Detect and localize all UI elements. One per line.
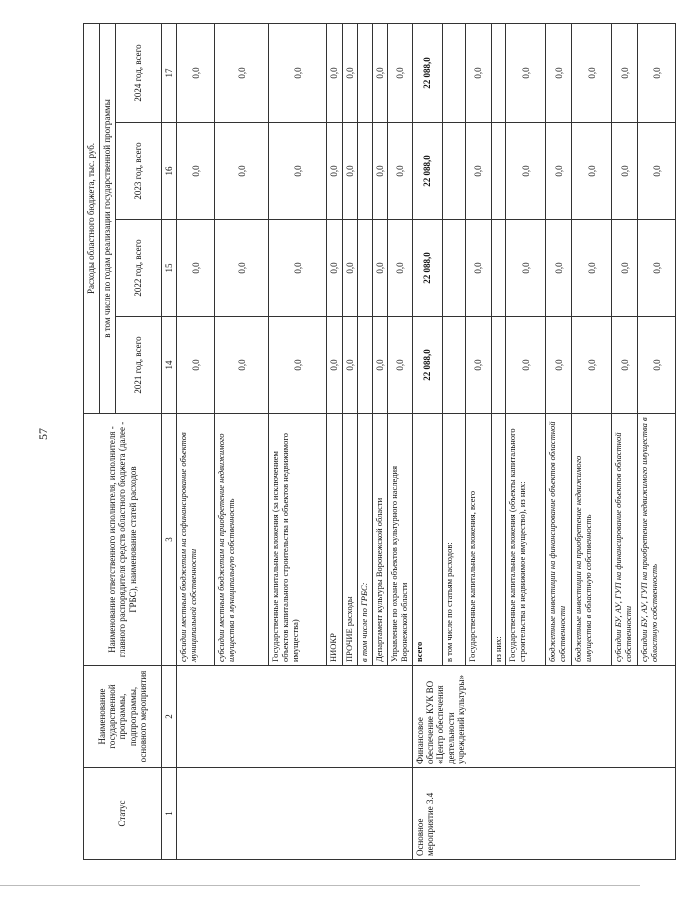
value-cell: 0,0: [612, 220, 638, 317]
value-cell: 0,0: [465, 220, 491, 317]
col-number: 17: [162, 23, 177, 122]
value-cell: 0,0: [327, 23, 342, 122]
value-cell: 0,0: [572, 220, 612, 317]
value-cell: 0,0: [506, 317, 546, 414]
value-cell: 0,0: [215, 317, 269, 414]
header-years-group: в том числе по годам реализации государственной программы: [100, 23, 116, 413]
program-cell-empty: [177, 666, 412, 768]
value-cell: 0,0: [269, 317, 327, 414]
header-year: 2021 год, всего: [116, 317, 162, 414]
value-cell: 0,0: [372, 123, 387, 220]
value-cell: [442, 123, 465, 220]
row-label: субсидии местным бюджетам на софинансирование объектов муниципальной собственности: [177, 414, 215, 666]
row-label: Государственные капитальные вложения (за исключением объектов капитального строительства и объектов недвижимого имущества): [269, 414, 327, 666]
value-cell: 0,0: [612, 23, 638, 122]
col-number: 15: [162, 220, 177, 317]
table-row: [177, 23, 215, 859]
page-bottom-divider: [0, 885, 640, 886]
value-cell: 0,0: [342, 23, 357, 122]
value-cell: 0,0: [638, 123, 676, 220]
col-number: 14: [162, 317, 177, 414]
value-cell: 0,0: [465, 23, 491, 122]
event-status: Основное мероприятие 3.4: [412, 768, 676, 860]
header-program-name: Наименование государственной программы, подпрограммы, основного мероприятия: [84, 666, 162, 768]
row-label: из них:: [491, 414, 506, 666]
value-cell: [442, 220, 465, 317]
value-cell: 0,0: [465, 123, 491, 220]
col-number: 2: [162, 666, 177, 768]
value-cell: 22 088,0: [412, 317, 442, 414]
value-cell: [442, 317, 465, 414]
value-cell: 0,0: [342, 317, 357, 414]
header-expenses-group: Расходы областного бюджета, тыс. руб.: [84, 23, 100, 413]
value-cell: 0,0: [465, 317, 491, 414]
row-label: бюджетные инвестиции на приобретение недвижимого имущества в областную собственность: [572, 414, 612, 666]
value-cell: [491, 220, 506, 317]
status-cell-empty: [177, 768, 412, 860]
value-cell: 0,0: [546, 123, 572, 220]
header-status: Статус: [84, 768, 162, 860]
value-cell: 0,0: [388, 220, 413, 317]
value-cell: 0,0: [638, 220, 676, 317]
value-cell: 0,0: [372, 317, 387, 414]
value-cell: 0,0: [572, 123, 612, 220]
value-cell: [358, 220, 373, 317]
row-label: в том числе по статьям расходов:: [442, 414, 465, 666]
value-cell: 0,0: [506, 23, 546, 122]
table-row: [412, 23, 442, 859]
value-cell: 0,0: [269, 123, 327, 220]
row-label: ПРОЧИЕ расходы: [342, 414, 357, 666]
row-label: Департамент культуры Воронежской области: [372, 414, 387, 666]
value-cell: 0,0: [177, 220, 215, 317]
col-number: 1: [162, 768, 177, 860]
row-label: Государственные капитальные вложения (объекты капитального строительства и недвижимое имущество), из них:: [506, 414, 546, 666]
value-cell: 0,0: [342, 123, 357, 220]
value-cell: 0,0: [546, 220, 572, 317]
value-cell: 0,0: [506, 220, 546, 317]
value-cell: 22 088,0: [412, 123, 442, 220]
page-number: 57: [36, 428, 50, 440]
value-cell: 0,0: [269, 220, 327, 317]
value-cell: 0,0: [177, 23, 215, 122]
value-cell: 0,0: [546, 317, 572, 414]
value-cell: 0,0: [612, 317, 638, 414]
value-cell: 0,0: [388, 23, 413, 122]
row-label: Государственные капитальные вложения, всего: [465, 414, 491, 666]
value-cell: 0,0: [342, 220, 357, 317]
value-cell: 0,0: [177, 123, 215, 220]
table-header: [84, 23, 177, 859]
value-cell: 0,0: [612, 123, 638, 220]
value-cell: 0,0: [372, 23, 387, 122]
event-name: Финансовое обеспечение КУК ВО «Центр обеспечения деятельности учреждений культуры»: [412, 666, 676, 768]
value-cell: 22 088,0: [412, 220, 442, 317]
value-cell: [442, 23, 465, 122]
value-cell: 0,0: [215, 123, 269, 220]
value-cell: 0,0: [327, 220, 342, 317]
header-year: 2022 год, всего: [116, 220, 162, 317]
value-cell: [358, 23, 373, 122]
value-cell: 0,0: [546, 23, 572, 122]
value-cell: 0,0: [388, 123, 413, 220]
col-number: 3: [162, 414, 177, 666]
col-number: 16: [162, 123, 177, 220]
header-executor: Наименование ответственного исполнителя, исполнителя - главного распорядителя средств областного бюджета (далее - ГРБС), наименование статей расходов: [84, 414, 162, 666]
row-label: Управление по охране объектов культурного наследия Воронежской области: [388, 414, 413, 666]
row-label: субсидии местным бюджетам на приобретение недвижимого имущества в муниципальную собственность: [215, 414, 269, 666]
row-label: всего: [412, 414, 442, 666]
header-year: 2023 год, всего: [116, 123, 162, 220]
row-label: НИОКР: [327, 414, 342, 666]
value-cell: 0,0: [506, 123, 546, 220]
value-cell: 0,0: [327, 123, 342, 220]
header-year: 2024 год, всего: [116, 23, 162, 122]
value-cell: 0,0: [372, 220, 387, 317]
value-cell: [491, 317, 506, 414]
value-cell: 0,0: [388, 317, 413, 414]
table-body: [177, 23, 676, 859]
value-cell: [491, 123, 506, 220]
row-label: в том числе по ГРБС:: [358, 414, 373, 666]
row-label: субсидии БУ, АУ, ГУП на финансирование объектов областной собственности: [612, 414, 638, 666]
value-cell: [358, 123, 373, 220]
rotated-table-wrapper: [83, 24, 662, 860]
value-cell: 0,0: [638, 23, 676, 122]
budget-table: [83, 23, 676, 860]
value-cell: [491, 23, 506, 122]
value-cell: 0,0: [269, 23, 327, 122]
value-cell: 0,0: [572, 23, 612, 122]
value-cell: 0,0: [327, 317, 342, 414]
row-label: субсидии БУ, АУ, ГУП на приобретение недвижимого имущества в областную собственность: [638, 414, 676, 666]
value-cell: 0,0: [572, 317, 612, 414]
value-cell: [358, 317, 373, 414]
value-cell: 0,0: [215, 220, 269, 317]
value-cell: 0,0: [177, 317, 215, 414]
value-cell: 0,0: [215, 23, 269, 122]
value-cell: 0,0: [638, 317, 676, 414]
value-cell: 22 088,0: [412, 23, 442, 122]
row-label: бюджетные инвестиции на финансирование объектов областной собственности: [546, 414, 572, 666]
